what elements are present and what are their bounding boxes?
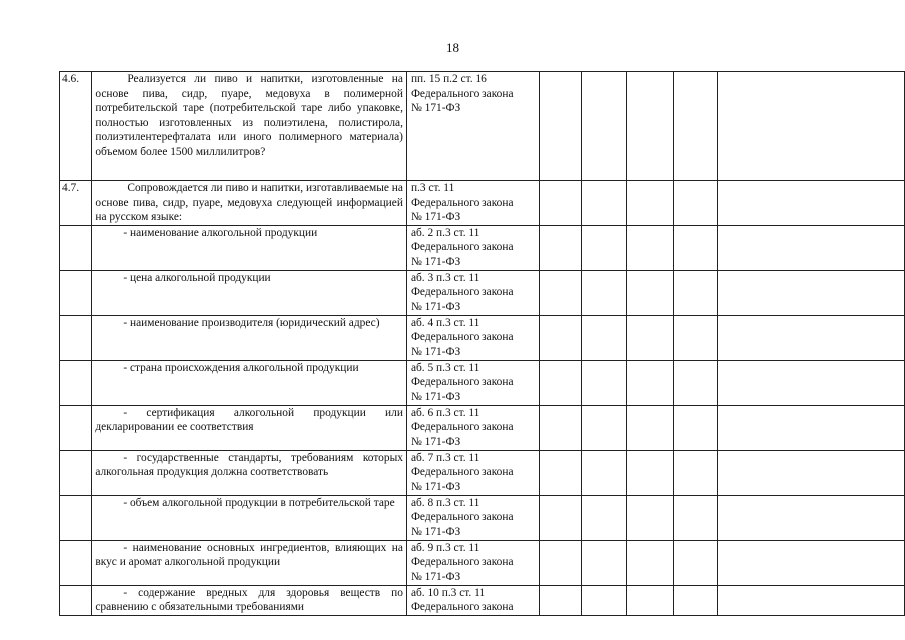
row-number <box>60 225 92 270</box>
empty-answer-cell <box>539 450 581 495</box>
empty-answer-cell <box>539 315 581 360</box>
legal-reference-cell <box>406 315 539 360</box>
row-number <box>60 405 92 450</box>
empty-answer-cell <box>717 540 904 585</box>
legal-reference-line: № 171-ФЗ <box>410 102 461 115</box>
legal-reference-cell <box>406 405 539 450</box>
legal-reference-cell <box>406 181 539 226</box>
row-number <box>60 360 92 405</box>
legal-reference-cell <box>406 360 539 405</box>
legal-reference-cell <box>406 270 539 315</box>
empty-answer-cell <box>539 360 581 405</box>
legal-reference-line: Федерального закона <box>410 421 514 434</box>
empty-answer-cell <box>674 225 717 270</box>
table-row <box>60 540 905 585</box>
empty-answer-cell <box>674 450 717 495</box>
legal-reference-line: аб. 2 п.3 ст. 11 <box>410 226 480 239</box>
legal-reference-line: Федерального закона <box>410 196 514 209</box>
legal-reference-cell <box>406 450 539 495</box>
empty-answer-cell <box>539 540 581 585</box>
empty-answer-cell <box>717 405 904 450</box>
table-row <box>60 270 905 315</box>
legal-reference-line: № 171-ФЗ <box>410 211 461 224</box>
legal-reference-cell <box>406 225 539 270</box>
table-row <box>60 405 905 450</box>
legal-reference-line: Федерального закона <box>410 511 514 524</box>
legal-reference-line: № 171-ФЗ <box>410 435 461 448</box>
question-cell <box>92 585 407 615</box>
empty-answer-cell <box>717 360 904 405</box>
legal-reference-line: аб. 3 п.3 ст. 11 <box>410 271 480 284</box>
empty-answer-cell <box>626 72 673 181</box>
legal-reference-cell <box>406 495 539 540</box>
question-text: - объем алкогольной продукции в потребительской таре <box>123 496 395 509</box>
legal-reference-line: Федерального закона <box>410 466 514 479</box>
empty-answer-cell <box>581 495 626 540</box>
empty-answer-cell <box>674 315 717 360</box>
empty-answer-cell <box>539 405 581 450</box>
question-text: - сертификация алкогольной продукции или декларировании ее соответствия <box>95 406 403 434</box>
question-text: - государственные стандарты, требованиям которых алкогольная продукция должна соответствовать <box>95 451 403 479</box>
checklist-table <box>59 71 905 616</box>
question-text: Реализуется ли пиво и напитки, изготовленные на основе пива, сидр, пуаре, медовуха в полимерной потребительской таре (потребительской таре либо упаковке, полностью изготовленных из полиэтилена, полистирола, полиэтилентерефталата или иного полимерного материала) объемом более 1500 миллилитров? <box>95 73 403 158</box>
empty-answer-cell <box>626 270 673 315</box>
empty-answer-cell <box>626 585 673 615</box>
table-row <box>60 450 905 495</box>
legal-reference-line: аб. 6 п.3 ст. 11 <box>410 406 480 419</box>
empty-answer-cell <box>539 72 581 181</box>
question-text: - содержание вредных для здоровья веществ по сравнению с обязательными требованиями <box>95 586 403 614</box>
empty-answer-cell <box>674 540 717 585</box>
empty-answer-cell <box>581 585 626 615</box>
row-number <box>60 495 92 540</box>
empty-answer-cell <box>674 585 717 615</box>
empty-answer-cell <box>674 181 717 226</box>
table-row <box>60 315 905 360</box>
table-row <box>60 360 905 405</box>
empty-answer-cell <box>581 270 626 315</box>
row-number: 4.6. <box>60 72 92 181</box>
empty-answer-cell <box>717 72 904 181</box>
empty-answer-cell <box>626 360 673 405</box>
empty-answer-cell <box>581 225 626 270</box>
question-cell <box>92 360 407 405</box>
row-number <box>60 315 92 360</box>
question-cell <box>92 405 407 450</box>
empty-answer-cell <box>581 405 626 450</box>
empty-answer-cell <box>539 270 581 315</box>
legal-reference-line: аб. 9 п.3 ст. 11 <box>410 541 480 554</box>
empty-answer-cell <box>626 450 673 495</box>
empty-answer-cell <box>717 181 904 226</box>
page-number: 18 <box>446 40 459 55</box>
question-text: - цена алкогольной продукции <box>123 271 271 284</box>
legal-reference-line: аб. 7 п.3 ст. 11 <box>410 451 480 464</box>
legal-reference-line: № 171-ФЗ <box>410 480 461 493</box>
question-text: Сопровождается ли пиво и напитки, изготавливаемые на основе пива, сидр, пуаре, медовуха следующей информацией на русском языке: <box>95 182 403 224</box>
question-cell <box>92 315 407 360</box>
empty-answer-cell <box>717 225 904 270</box>
row-number <box>60 450 92 495</box>
empty-answer-cell <box>581 450 626 495</box>
question-cell <box>92 495 407 540</box>
empty-answer-cell <box>626 181 673 226</box>
empty-answer-cell <box>539 225 581 270</box>
legal-reference-cell <box>406 585 539 615</box>
legal-reference-line: № 171-ФЗ <box>410 525 461 538</box>
question-cell <box>92 540 407 585</box>
legal-reference-line: № 171-ФЗ <box>410 390 461 403</box>
empty-answer-cell <box>674 495 717 540</box>
legal-reference-line: п.3 ст. 11 <box>410 182 455 194</box>
empty-answer-cell <box>626 540 673 585</box>
table-row <box>60 585 905 615</box>
question-cell <box>92 450 407 495</box>
legal-reference-line: Федерального закона <box>410 331 514 344</box>
empty-answer-cell <box>717 270 904 315</box>
legal-reference-cell <box>406 540 539 585</box>
empty-answer-cell <box>581 181 626 226</box>
question-cell <box>92 225 407 270</box>
legal-reference-line: № 171-ФЗ <box>410 345 461 358</box>
question-text: - наименование основных ингредиентов, влияющих на вкус и аромат алкогольной продукции <box>95 541 403 569</box>
empty-answer-cell <box>626 315 673 360</box>
legal-reference-line: Федерального закона <box>410 286 514 299</box>
empty-answer-cell <box>626 495 673 540</box>
legal-reference-line: № 171-ФЗ <box>410 570 461 583</box>
question-text: - наименование алкогольной продукции <box>123 226 318 239</box>
empty-answer-cell <box>539 495 581 540</box>
table-row <box>60 495 905 540</box>
question-cell <box>92 270 407 315</box>
legal-reference-line: Федерального закона <box>410 376 514 389</box>
legal-reference-line: № 171-ФЗ <box>410 300 461 313</box>
empty-answer-cell <box>581 540 626 585</box>
empty-answer-cell <box>674 405 717 450</box>
legal-reference-cell <box>406 72 539 181</box>
empty-answer-cell <box>674 72 717 181</box>
table-row <box>60 225 905 270</box>
empty-answer-cell <box>581 360 626 405</box>
row-number <box>60 540 92 585</box>
empty-answer-cell <box>717 495 904 540</box>
empty-answer-cell <box>626 225 673 270</box>
legal-reference-line: Федерального закона <box>410 241 514 254</box>
legal-reference-line: Федерального закона <box>410 601 514 614</box>
legal-reference-line: Федерального закона <box>410 556 514 569</box>
empty-answer-cell <box>717 585 904 615</box>
empty-answer-cell <box>717 450 904 495</box>
empty-answer-cell <box>581 315 626 360</box>
empty-answer-cell <box>717 315 904 360</box>
legal-reference-line: аб. 4 п.3 ст. 11 <box>410 316 480 329</box>
legal-reference-line: № 171-ФЗ <box>410 255 461 268</box>
row-number <box>60 270 92 315</box>
table-row <box>60 181 905 226</box>
legal-reference-line: аб. 8 п.3 ст. 11 <box>410 496 480 509</box>
legal-reference-line: пп. 15 п.2 ст. 16 <box>410 73 487 85</box>
row-number: 4.7. <box>60 181 92 226</box>
empty-answer-cell <box>539 585 581 615</box>
empty-answer-cell <box>674 360 717 405</box>
empty-answer-cell <box>581 72 626 181</box>
empty-answer-cell <box>626 405 673 450</box>
empty-answer-cell <box>539 181 581 226</box>
row-number <box>60 585 92 615</box>
question-text: - страна происхождения алкогольной продукции <box>123 361 359 374</box>
legal-reference-line: Федерального закона <box>410 87 514 100</box>
legal-reference-line: аб. 5 п.3 ст. 11 <box>410 361 480 374</box>
question-cell <box>92 181 407 226</box>
empty-answer-cell <box>674 270 717 315</box>
table-row <box>60 72 905 181</box>
question-text: - наименование производителя (юридический адрес) <box>123 316 380 329</box>
question-cell <box>92 72 407 181</box>
legal-reference-line: аб. 10 п.3 ст. 11 <box>410 586 486 599</box>
